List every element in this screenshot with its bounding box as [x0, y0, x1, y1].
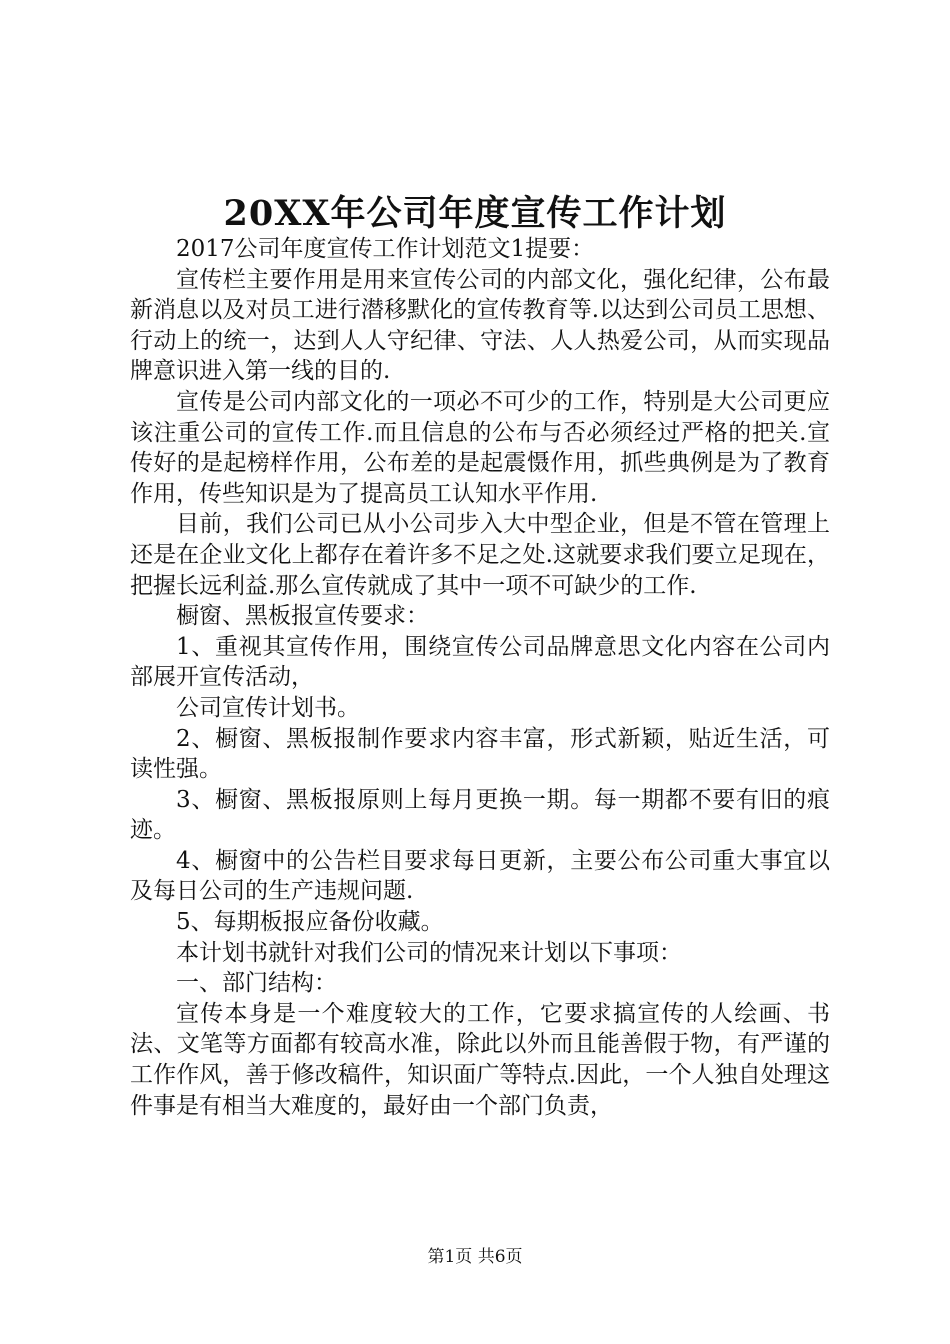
paragraph: 本计划书就针对我们公司的情况来计划以下事项： [176, 939, 682, 966]
paragraph: 宣传是公司内部文化的一项必不可少的工作，特别是大公司更应该注重公司的宣传工作.而且信息的公布与否必须经过严格的把关.宣传好的是起榜样作用，公布差的是起震慑作用，抓些典例是为了教育作用，传些知识是为了提高员工认知水平作用. [130, 388, 830, 507]
paragraph: 3、橱窗、黑板报原则上每月更换一期。每一期都不要有旧的痕迹。 [130, 786, 830, 844]
paragraph: 宣传栏主要作用是用来宣传公司的内部文化，强化纪律，公布最新消息以及对员工进行潜移默化的宣传教育等.以达到公司员工思想、行动上的统一，达到人人守纪律、守法、人人热爱公司，从而实现品牌意识进入第一线的目的. [130, 266, 830, 385]
paragraph: 4、橱窗中的公告栏目要求每日更新，主要公布公司重大事宜以及每日公司的生产违规问题. [130, 847, 830, 905]
paragraph: 公司宣传计划书。 [176, 694, 360, 721]
paragraph: 2017公司年度宣传工作计划范文1提要： [176, 236, 595, 262]
paragraph: 橱窗、黑板报宣传要求： [176, 603, 429, 630]
document-title: 20XX年公司年度宣传工作计划 [223, 193, 727, 234]
paragraph: 目前，我们公司已从小公司步入大中型企业，但是不管在管理上还是在企业文化上都存在着许多不足之处.这就要求我们要立足现在，把握长远利益.那么宣传就成了其中一项不可缺少的工作. [130, 511, 830, 599]
paragraph: 1、重视其宣传作用，围绕宣传公司品牌意思文化内容在公司内部展开宣传活动， [130, 633, 830, 691]
paragraph: 2、橱窗、黑板报制作要求内容丰富，形式新颖，贴近生活，可读性强。 [130, 725, 830, 783]
paragraph: 宣传本身是一个难度较大的工作，它要求搞宣传的人绘画、书法、文笔等方面都有较高水准，除此以外而且能善假于物，有严谨的工作作风，善于修改稿件，知识面广等特点.因此，一个人独自处理这件事是有相当大难度的，最好由一个部门负责， [130, 1000, 830, 1119]
paragraph: 5、每期板报应备份收藏。 [176, 909, 444, 936]
paragraph: 一、部门结构： [176, 970, 337, 997]
document-body [130, 234, 830, 1121]
page-number-footer: 第1页 共6页 [427, 1247, 523, 1267]
